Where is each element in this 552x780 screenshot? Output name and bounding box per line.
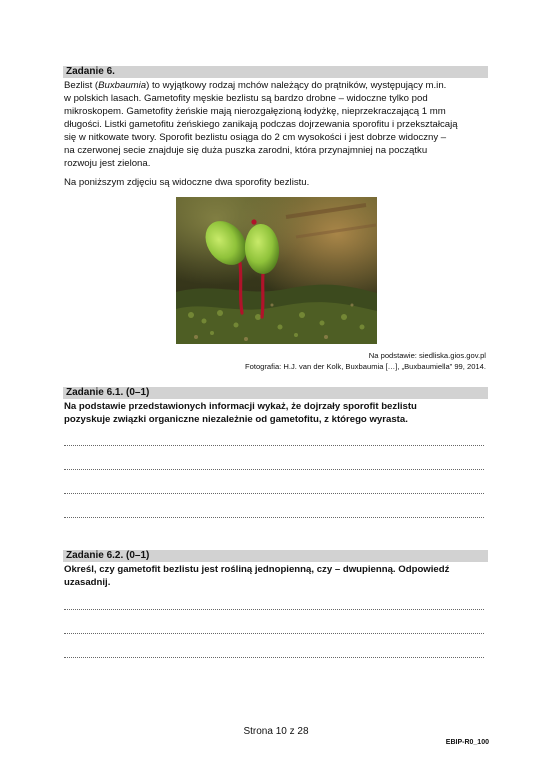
task-6-2-title: Zadanie 6.2. (0–1) [66,550,150,561]
answer-line[interactable] [64,656,484,658]
task-6-intro-line-1 [64,80,446,92]
photo-source-caption: Na podstawie: siedliska.gios.gov.pl [368,351,486,360]
task-6-intro-line: się w nitkowate twory. Sporofit bezlistu osiąga do 2 cm wysokości i jest dobrze widoczny – [64,132,447,143]
photo-credit-caption: Fotografia: H.J. van der Kolk, Buxbaumia […], „Buxbaumiella” 99, 2014. [244,362,486,371]
genus-name: Buxbaumia [98,80,147,91]
answer-line[interactable] [64,492,484,494]
task-6-intro-line: w polskich lasach. Gametofity męskie bezlistu są bardzo drobne – widoczne tylko pod [64,93,428,104]
task-6-header-bar [63,66,488,78]
task-6-1-question-line: pozyskuje związki organiczne niezależnie od gametofitu, z którego wyrasta. [64,414,408,425]
photo-intro-text: Na poniższym zdjęciu są widoczne dwa sporofity bezlistu. [64,177,310,188]
task-6-intro-line: mikroskopem. Gametofity żeńskie mają nierozgałęzioną łodyżkę, nieprzekraczającą 1 mm [64,106,446,117]
task-6-2-question-line: Określ, czy gametofit bezlistu jest rośliną jednopienną, czy – dwupienną. Odpowiedź [64,564,450,575]
task-6-intro-line: rozwoju jest zielona. [64,158,151,169]
task-6-1-question-line: Na podstawie przedstawionych informacji wykaż, że dojrzały sporofit bezlistu [64,401,417,412]
page-number: Strona 10 z 28 [243,726,309,737]
task-6-intro-line: na czerwonej secie znajduje się duża puszka zarodni, która przynajmniej na początku [64,145,428,156]
answer-line[interactable] [64,444,484,446]
answer-line[interactable] [64,516,484,518]
answer-line[interactable] [64,608,484,610]
intro-text-post: ) to wyjątkowy rodzaj mchów należący do prątników, występujący m.in. [146,80,447,91]
answer-line[interactable] [64,468,484,470]
answer-line[interactable] [64,632,484,634]
buxbaumia-photo [176,197,377,344]
task-6-2-question-line: uzasadnij. [64,577,111,588]
exam-code: EBIP-R0_100 [445,739,489,746]
intro-text-pre: Bezlist ( [64,80,99,91]
task-6-title: Zadanie 6. [66,66,115,77]
task-6-intro-line: długości. Listki gametofitu żeńskiego zanikają podczas dojrzewania sporofitu i przekształcają [64,119,458,130]
task-6-1-title: Zadanie 6.1. (0–1) [66,387,150,398]
